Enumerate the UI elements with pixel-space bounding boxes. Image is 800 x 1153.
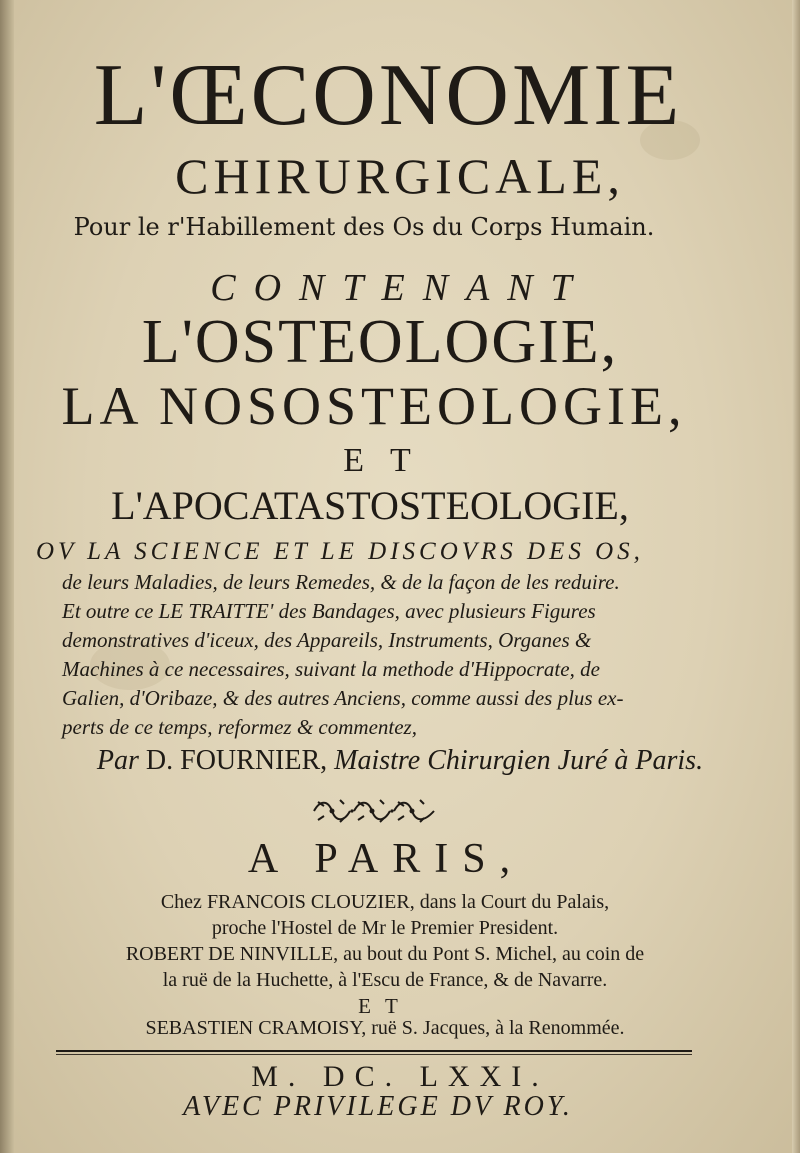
divider-rule-thin bbox=[56, 1054, 692, 1055]
et-heading: ET bbox=[343, 442, 437, 479]
author-par: Par bbox=[96, 745, 139, 776]
imprint-line: la ruë de la Huchette, à l'Escu de France, & de Navarre. bbox=[162, 969, 608, 991]
divider-rule bbox=[56, 1050, 692, 1052]
imprint-city: A PARIS, bbox=[247, 836, 525, 882]
osteologie-heading: L'OSTEOLOGIE, bbox=[141, 308, 619, 376]
description-line: Machines à ce necessaires, suivant la methode d'Hippocrate, de bbox=[62, 657, 600, 681]
description-line: demonstratives d'iceux, des Appareils, Instruments, Organes & bbox=[62, 628, 592, 652]
author-role: Maistre Chirurgien Juré à Paris. bbox=[334, 745, 704, 776]
imprint-et: ET bbox=[358, 994, 412, 1018]
apocatastosteologie-heading: L'APOCATASTOSTEOLOGIE, bbox=[111, 483, 629, 528]
contenant-heading: CONTENANT bbox=[210, 267, 590, 309]
privilege-line: AVEC PRIVILEGE DV ROY. bbox=[183, 1091, 573, 1122]
title-line-chirurgicale: CHIRURGICALE, bbox=[175, 148, 625, 204]
description-line: de leurs Maladies, de leurs Remedes, & de la façon de les reduire. bbox=[62, 570, 620, 594]
imprint-line: ROBERT DE NINVILLE, au bout du Pont S. Michel, au coin de bbox=[125, 943, 645, 965]
imprint-line: SEBASTIEN CRAMOISY, ruë S. Jacques, à la Renommée. bbox=[145, 1017, 625, 1039]
imprint-line: Chez FRANCOIS CLOUZIER, dans la Court du Palais, bbox=[160, 891, 610, 913]
nosoteologie-heading: LA NOSOSTEOLOGIE, bbox=[61, 376, 687, 436]
subtitle-line: Pour le r'Habillement des Os du Corps Humain. bbox=[73, 213, 655, 241]
printer-ornament-icon bbox=[310, 796, 438, 826]
description-first-line: OV LA SCIENCE ET LE DISCOVRS DES OS, bbox=[36, 538, 644, 565]
publication-date: M. DC. LXXI. bbox=[251, 1060, 549, 1093]
description-paragraph bbox=[62, 568, 722, 742]
description-line: Et outre ce LE TRAITTE' des Bandages, avec plusieurs Figures bbox=[62, 599, 596, 623]
description-line: Galien, d'Oribaze, & des autres Anciens, comme aussi des plus ex- bbox=[62, 686, 624, 710]
title-line-oeconomie: L'ŒCONOMIE bbox=[93, 47, 683, 144]
author-line bbox=[0, 744, 800, 778]
author-name: D. FOURNIER, bbox=[145, 745, 328, 776]
imprint-line: proche l'Hostel de Mr le Premier President. bbox=[211, 917, 559, 939]
description-line: perts de ce temps, reformez & commentez, bbox=[62, 715, 417, 739]
